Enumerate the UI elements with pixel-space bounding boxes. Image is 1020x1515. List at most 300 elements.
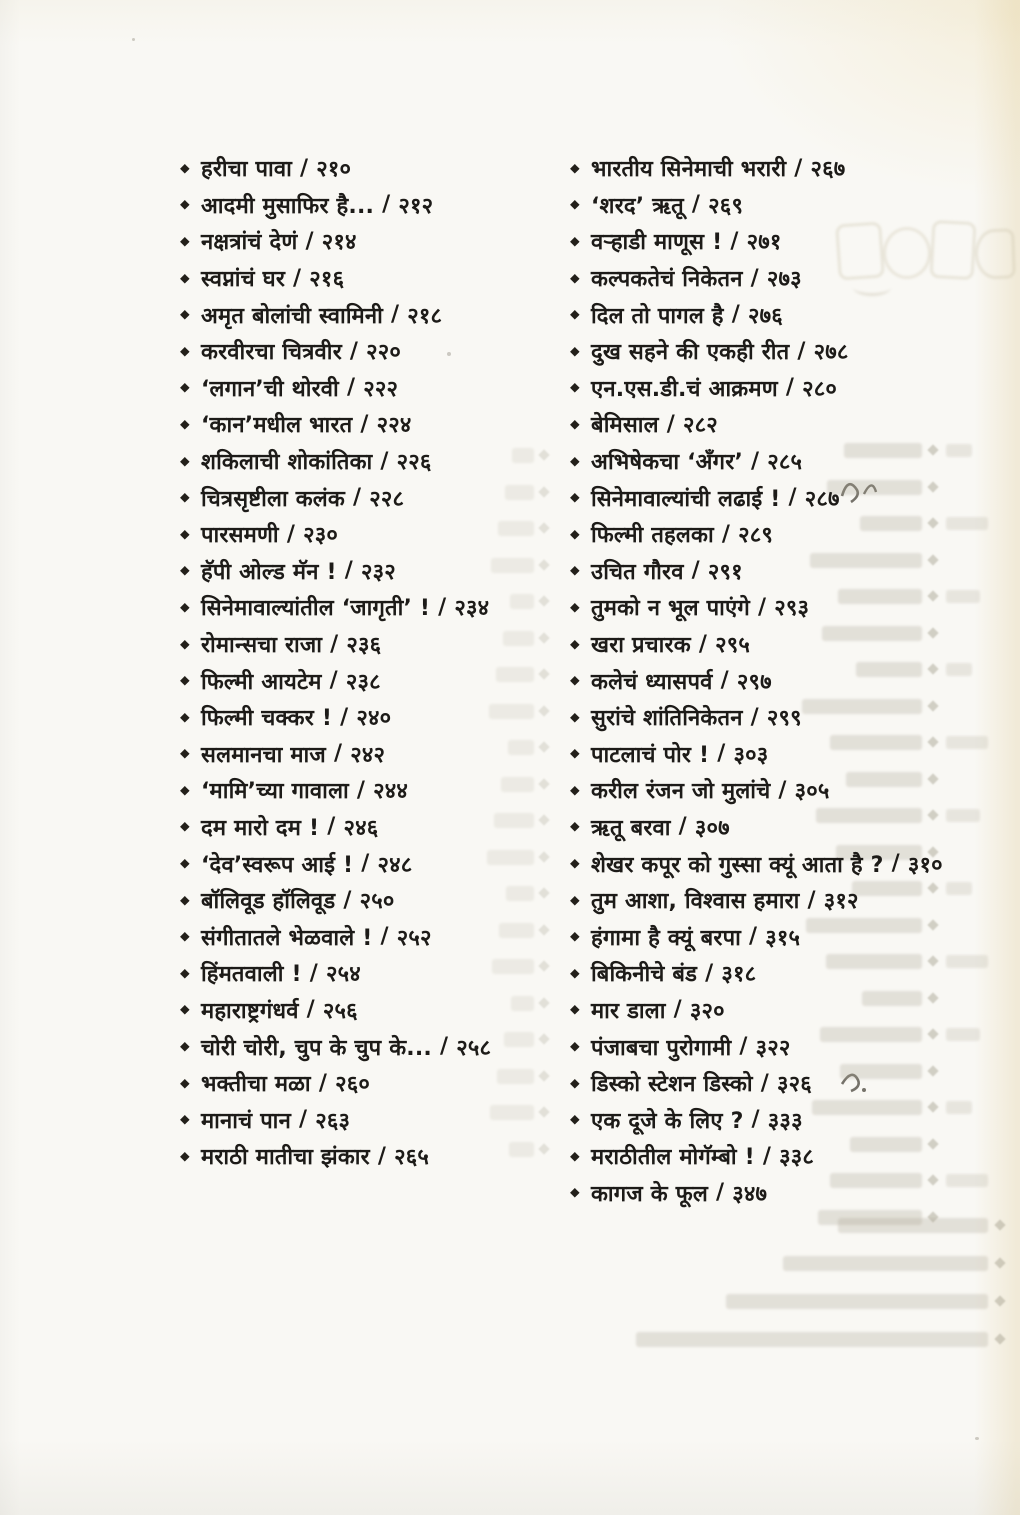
toc-entry (570, 260, 943, 297)
diamond-bullet-icon: ◆ (180, 855, 190, 871)
toc-entry-separator: / (286, 521, 296, 547)
toc-entry-title: सिनेमावाल्यांची लढाई ! (591, 486, 781, 512)
paper-speck (132, 38, 135, 41)
toc-entry-separator: / (751, 448, 760, 474)
toc-entry-separator: / (293, 265, 302, 291)
bleedthrough-line (494, 813, 534, 828)
diamond-bullet-icon: ◆ (570, 1001, 580, 1017)
toc-entry-title: एन.एस.डी.चं आक्रमण (591, 376, 778, 402)
toc-entry (570, 296, 943, 333)
toc-entry-title: कल्पकतेचं निकेतन (591, 267, 743, 293)
toc-entry-title: करील रंजन जो मुलांचे (591, 779, 771, 805)
diamond-bullet-icon: ◆ (180, 452, 190, 468)
bleedthrough-line (496, 667, 534, 682)
toc-entry (570, 1175, 943, 1212)
diamond-bullet-icon: ◆ (570, 855, 580, 871)
toc-entry-title: करवीरचा चित्रवीर (201, 340, 342, 366)
toc-entry-separator: / (343, 887, 352, 913)
diamond-bullet-icon: ◆ (570, 415, 580, 431)
bleedthrough-bullet-mark (538, 559, 549, 570)
toc-entry-separator: / (717, 741, 726, 767)
toc-entry-title: ऋतू बरवा (591, 815, 671, 841)
toc-entry-title: बेमिसाल (591, 413, 659, 439)
toc-entry (180, 882, 491, 919)
toc-entry (180, 260, 491, 297)
diamond-bullet-icon: ◆ (570, 708, 580, 724)
toc-entry-separator: / (785, 375, 795, 401)
bleedthrough-line (504, 1032, 534, 1047)
toc-entry-title: चित्रसृष्टीला कलंक (201, 486, 346, 512)
toc-entry-page: ३०३ (733, 742, 769, 768)
toc-entry-page: ३१८ (721, 962, 757, 988)
toc-entry (180, 187, 491, 224)
toc-entry-separator: / (333, 741, 343, 767)
toc-entry-page: २८० (802, 376, 837, 402)
toc-entry-separator: / (361, 851, 370, 877)
toc-entry-title: चोरी चोरी, चुप के चुप के... (201, 1035, 432, 1061)
toc-entry (180, 918, 491, 955)
toc-entry-title: हॅपी ओल्ड मॅन ! (201, 559, 337, 585)
toc-entry-title: कलेचं ध्यासपर्व (591, 669, 713, 695)
bleedthrough-line (506, 886, 534, 901)
toc-entry-separator: / (346, 375, 356, 401)
toc-entry-title: सिनेमावाल्यांतील ‘जागृती’ ! (201, 596, 431, 622)
toc-entry-page: २६३ (315, 1108, 351, 1134)
bleedthrough-line (838, 1218, 988, 1233)
bleedthrough-page-number-mark (946, 1174, 988, 1187)
toc-entry-page: २९५ (715, 633, 751, 659)
diamond-bullet-icon: ◆ (570, 306, 580, 322)
toc-entry-page: २३२ (360, 559, 396, 585)
toc-entry-page: ३३३ (767, 1108, 803, 1134)
toc-entry-title: पाटलाचं पोर ! (591, 742, 710, 768)
toc-entry-separator: / (360, 411, 369, 437)
toc-entry-page: २१८ (407, 303, 443, 329)
toc-entry-separator: / (730, 228, 739, 254)
diamond-bullet-icon: ◆ (570, 745, 580, 761)
toc-entry-page: २८२ (682, 413, 718, 439)
bleedthrough-bullet-mark (538, 705, 549, 716)
toc-entry (570, 479, 943, 516)
toc-entry-page: ३२२ (755, 1035, 791, 1061)
toc-entry-title: ‘शरद’ ऋतू (591, 193, 684, 219)
toc-entry (180, 333, 491, 370)
diamond-bullet-icon: ◆ (180, 525, 190, 541)
bleedthrough-line (510, 594, 534, 609)
toc-entry (180, 1101, 491, 1138)
toc-entry-title: अभिषेकचा ‘अँगर’ (591, 450, 744, 476)
diamond-bullet-icon: ◆ (570, 928, 580, 944)
toc-entry-title: पारसमणी (201, 523, 279, 549)
bleedthrough-page-number-mark (946, 1028, 980, 1041)
toc-entry-page: २१२ (398, 193, 434, 219)
toc-entry-separator: / (340, 704, 349, 730)
bleedthrough-bullet-mark (538, 522, 549, 533)
toc-entry-separator: / (305, 228, 314, 254)
bleedthrough-line (498, 521, 534, 536)
toc-entry-separator: / (758, 594, 767, 620)
diamond-bullet-icon: ◆ (180, 196, 190, 212)
toc-entry-page: २७८ (813, 340, 849, 366)
toc-entry-separator: / (788, 485, 797, 511)
toc-entry-title: उचित गौरव (591, 559, 684, 585)
toc-entry (180, 406, 491, 443)
toc-entry-title: मराठी मातीचा झंकार (201, 1145, 370, 1171)
toc-entry-separator: / (673, 997, 682, 1023)
toc-entry (180, 479, 491, 516)
toc-entry-page: २६० (335, 1072, 370, 1098)
toc-entry (570, 1028, 943, 1065)
toc-entry-separator: / (678, 814, 687, 840)
toc-entry (180, 223, 491, 260)
bleedthrough-line (489, 704, 534, 719)
bleedthrough-page-number-mark (946, 517, 988, 530)
toc-entry-page: २४८ (377, 852, 413, 878)
diamond-bullet-icon: ◆ (570, 159, 580, 175)
toc-entry (180, 955, 491, 992)
bleedthrough-page-number-mark (946, 1101, 972, 1114)
diamond-bullet-icon: ◆ (570, 781, 580, 797)
toc-entry-separator: / (330, 631, 339, 657)
toc-entry-separator: / (760, 1070, 770, 1096)
bleedthrough-line (636, 1332, 988, 1347)
toc-column-left (180, 150, 491, 1175)
toc-entry (570, 662, 943, 699)
toc-entry-separator: / (797, 338, 806, 364)
toc-entry-title: रोमान्सचा राजा (201, 633, 323, 659)
diamond-bullet-icon: ◆ (180, 672, 190, 688)
diamond-bullet-icon: ◆ (180, 1147, 190, 1163)
toc-entry (570, 992, 943, 1029)
diamond-bullet-icon: ◆ (180, 232, 190, 248)
toc-entry-title: तुमको न भूल पाएंगे (591, 596, 751, 622)
toc-entry-separator: / (750, 704, 759, 730)
toc-entry-title: हिंमतवाली ! (201, 962, 302, 988)
diamond-bullet-icon: ◆ (570, 598, 580, 614)
bleedthrough-bullet-mark (538, 997, 549, 1008)
toc-entry-separator: / (705, 960, 714, 986)
bleedthrough-bullet-mark (538, 924, 549, 935)
diamond-bullet-icon: ◆ (570, 964, 580, 980)
toc-entry (180, 1138, 491, 1175)
bleedthrough-bullet-mark (538, 741, 549, 752)
diamond-bullet-icon: ◆ (570, 891, 580, 907)
toc-entry (570, 845, 943, 882)
toc-entry-separator: / (438, 594, 447, 620)
toc-entry-title: वऱ्हाडी माणूस ! (591, 230, 723, 256)
toc-entry (570, 1138, 943, 1175)
toc-entry-separator: / (891, 851, 900, 877)
bleedthrough-line (818, 1210, 922, 1225)
diamond-bullet-icon: ◆ (570, 562, 580, 578)
toc-entry-page: २३६ (346, 633, 382, 659)
bleedthrough-bullet-mark (994, 1219, 1005, 1230)
diamond-bullet-icon: ◆ (570, 452, 580, 468)
diamond-bullet-icon: ◆ (570, 672, 580, 688)
bleedthrough-line (497, 1069, 534, 1084)
toc-entry-title: पंजाबचा पुरोगामी (591, 1035, 732, 1061)
toc-entry-separator: / (382, 192, 391, 218)
toc-entry-title: नक्षत्रांचं देणं (201, 230, 298, 256)
bleedthrough-line (508, 740, 534, 755)
bleedthrough-line (505, 485, 534, 500)
toc-entry-separator: / (439, 1034, 449, 1060)
diamond-bullet-icon: ◆ (180, 745, 190, 761)
toc-entry-separator: / (721, 521, 731, 547)
toc-entry-page: २२२ (363, 376, 399, 402)
bleedthrough-page-number-mark (946, 444, 972, 457)
toc-entry-separator: / (778, 777, 787, 803)
bleedthrough-page-number-mark (946, 955, 988, 968)
paper-speck (975, 1437, 979, 1440)
bleedthrough-line (509, 1142, 534, 1157)
diamond-bullet-icon: ◆ (570, 1147, 580, 1163)
toc-entry-title: फिल्मी चक्कर ! (201, 706, 333, 732)
toc-entry (180, 1028, 491, 1065)
toc-entry (570, 699, 943, 736)
toc-entry (180, 992, 491, 1029)
toc-entry-separator: / (691, 192, 701, 218)
toc-entry-page: ३२६ (777, 1072, 812, 1098)
toc-entry-page: २८९ (738, 523, 774, 549)
toc-entry-title: मार डाला (591, 998, 666, 1024)
bleedthrough-page-number-mark (946, 809, 980, 822)
toc-entry-title: दम मारो दम ! (201, 815, 320, 841)
toc-entry-separator: / (356, 777, 366, 803)
bleedthrough-bullet-mark (994, 1295, 1005, 1306)
toc-entry (570, 443, 943, 480)
bleedthrough-page-number-mark (946, 590, 980, 603)
bleedthrough-bullet-mark (538, 814, 549, 825)
bleedthrough-line (512, 448, 534, 463)
bleedthrough-bullet-mark (538, 1070, 549, 1081)
toc-entry-title: कागज के फूल (591, 1181, 708, 1207)
diamond-bullet-icon: ◆ (180, 306, 190, 322)
bleedthrough-bullet-mark (538, 1106, 549, 1117)
toc-entry-title: डिस्को स्टेशन डिस्को (591, 1072, 753, 1098)
toc-entry-separator: / (691, 558, 700, 584)
toc-entry (180, 370, 491, 407)
toc-entry-separator: / (329, 668, 338, 694)
bleedthrough-bullet-mark (538, 632, 549, 643)
toc-entry-page: २१६ (309, 267, 345, 293)
bleedthrough-line (501, 777, 534, 792)
diamond-bullet-icon: ◆ (180, 818, 190, 834)
toc-entry-title: बिकिनीचे बंड (591, 962, 698, 988)
toc-entry-title: ‘लगान’ची थोरवी (201, 376, 339, 402)
toc-entry-page: ३३८ (779, 1145, 815, 1171)
toc-entry-page: २६५ (394, 1145, 430, 1171)
bleedthrough-bullet-mark (538, 1033, 549, 1044)
toc-entry-title: ‘कान’मधील भारत (201, 413, 353, 439)
toc-entry-separator: / (377, 1143, 387, 1169)
toc-entry-separator: / (666, 411, 675, 437)
diamond-bullet-icon: ◆ (570, 1038, 580, 1054)
bleedthrough-line (726, 1294, 988, 1309)
toc-entry-page: २७६ (747, 303, 783, 329)
toc-entry-title: दुख सहने की एकही रीत (591, 340, 790, 366)
diamond-bullet-icon: ◆ (180, 891, 190, 907)
bleedthrough-line (783, 1256, 988, 1271)
diamond-bullet-icon: ◆ (180, 598, 190, 614)
toc-entry-page: २६७ (810, 157, 846, 183)
toc-entry-separator: / (380, 924, 389, 950)
diamond-bullet-icon: ◆ (180, 159, 190, 175)
toc-entry-separator: / (762, 1143, 772, 1169)
toc-entry-page: २२८ (369, 486, 405, 512)
toc-entry (180, 1065, 491, 1102)
toc-entry-page: २२० (366, 340, 402, 366)
diamond-bullet-icon: ◆ (570, 635, 580, 651)
bleedthrough-line (490, 1105, 534, 1120)
toc-entry-page: २५२ (396, 925, 432, 951)
toc-entry-page: २५४ (325, 962, 361, 988)
toc-entry-page: २८५ (767, 450, 803, 476)
toc-entry-separator: / (731, 302, 740, 328)
toc-entry-title: दिल तो पागल है (591, 303, 724, 329)
toc-entry-separator: / (751, 1107, 760, 1133)
diamond-bullet-icon: ◆ (570, 525, 580, 541)
bleedthrough-page-number-mark (946, 663, 972, 676)
diamond-bullet-icon: ◆ (570, 1074, 580, 1090)
toc-entry (570, 370, 943, 407)
bleedthrough-page-number-mark (946, 882, 972, 895)
toc-entry (180, 150, 491, 187)
bleedthrough-bullet-mark (538, 960, 549, 971)
toc-entry-page: ३४७ (732, 1181, 768, 1207)
toc-entry-title: हंगामा है क्यूं बरपा (591, 925, 741, 951)
diamond-bullet-icon: ◆ (180, 342, 190, 358)
toc-entry-title: मानाचं पान (201, 1108, 291, 1134)
bleedthrough-bullet-mark (538, 887, 549, 898)
diamond-bullet-icon: ◆ (570, 379, 580, 395)
diamond-bullet-icon: ◆ (180, 708, 190, 724)
toc-entry-page: ३१० (907, 852, 943, 878)
toc-entry (180, 809, 491, 846)
diamond-bullet-icon: ◆ (180, 781, 190, 797)
diamond-bullet-icon: ◆ (570, 232, 580, 248)
toc-entry (570, 516, 943, 553)
toc-entry (180, 772, 491, 809)
toc-entry-separator: / (739, 1034, 748, 1060)
diamond-bullet-icon: ◆ (180, 635, 190, 651)
toc-entry-separator: / (807, 887, 816, 913)
diamond-bullet-icon: ◆ (570, 196, 580, 212)
toc-entry-page: २४६ (343, 815, 379, 841)
toc-entry (570, 918, 943, 955)
diamond-bullet-icon: ◆ (180, 1038, 190, 1054)
toc-entry-page: २३८ (345, 669, 381, 695)
toc-entry-separator: / (318, 1070, 328, 1096)
toc-entry-page: २२६ (396, 450, 432, 476)
bleedthrough-line (511, 996, 534, 1011)
toc-entry-page: २४४ (373, 779, 409, 805)
toc-entry-page: २९३ (774, 596, 810, 622)
toc-entry (180, 845, 491, 882)
toc-entry (570, 553, 943, 590)
diamond-bullet-icon: ◆ (180, 928, 190, 944)
toc-entry-page: २१० (316, 157, 352, 183)
toc-entry-page: ३१२ (823, 889, 859, 915)
toc-entry (570, 150, 943, 187)
toc-entry-title: फिल्मी आयटेम (201, 669, 322, 695)
bleedthrough-bullet-mark (538, 851, 549, 862)
toc-entry-separator: / (299, 1107, 308, 1133)
toc-entry-separator: / (300, 155, 309, 181)
bleedthrough-line (499, 923, 534, 938)
toc-entry (570, 882, 943, 919)
toc-entry-page: २५० (359, 889, 395, 915)
toc-entry (180, 553, 491, 590)
toc-entry (570, 1101, 943, 1138)
diamond-bullet-icon: ◆ (180, 379, 190, 395)
toc-entry-separator: / (344, 558, 353, 584)
toc-entry-separator: / (309, 960, 318, 986)
toc-entry (180, 626, 491, 663)
toc-entry-page: २८७ (804, 486, 840, 512)
toc-entry-title: तुम आशा, विश्वास हमारा (591, 889, 800, 915)
toc-entry-separator: / (349, 338, 359, 364)
bleedthrough-bullet-mark (538, 1143, 549, 1154)
toc-entry-title: भारतीय सिनेमाची भरारी (591, 157, 787, 183)
bleedthrough-bullet-mark (994, 1333, 1005, 1344)
toc-entry-title: सुरांचे शांतिनिकेतन (591, 706, 743, 732)
toc-entry-title: खरा प्रचारक (591, 633, 691, 659)
toc-entry-page: २७१ (746, 230, 782, 256)
bleedthrough-bullet-mark (994, 1257, 1005, 1268)
toc-entry (570, 809, 943, 846)
toc-entry-title: महाराष्ट्रगंधर्व (201, 998, 299, 1024)
toc-entry-title: मराठीतील मोगॅम्बो ! (591, 1145, 755, 1171)
toc-entry-title: ‘देव’स्वरूप आई ! (201, 852, 354, 878)
toc-entry-page: ३१५ (765, 925, 801, 951)
toc-entry-page: ३०७ (694, 815, 730, 841)
toc-entry-page: २९९ (766, 706, 802, 732)
toc-entry-page: २६९ (708, 193, 744, 219)
toc-entry-separator: / (391, 302, 400, 328)
toc-entry (180, 443, 491, 480)
diamond-bullet-icon: ◆ (180, 1001, 190, 1017)
toc-entry (570, 333, 943, 370)
toc-entry-page: २५८ (456, 1035, 492, 1061)
toc-entry-separator: / (698, 631, 708, 657)
bleedthrough-line (492, 959, 534, 974)
diamond-bullet-icon: ◆ (570, 342, 580, 358)
toc-entry-title: शकिलाची शोकांतिका (201, 450, 373, 476)
toc-entry-title: भक्तीचा मळा (201, 1072, 311, 1098)
diamond-bullet-icon: ◆ (180, 1074, 190, 1090)
diamond-bullet-icon: ◆ (180, 415, 190, 431)
toc-entry-title: शेखर कपूर को गुस्सा क्यूं आता है ? (591, 852, 884, 878)
toc-entry-page: २३४ (454, 596, 490, 622)
toc-entry (570, 955, 943, 992)
diamond-bullet-icon: ◆ (180, 964, 190, 980)
toc-entry-page: ३०५ (794, 779, 830, 805)
toc-entry-title: स्वप्नांचं घर (201, 267, 286, 293)
toc-entry (180, 516, 491, 553)
toc-entry-title: एक दूजे के लिए ? (591, 1108, 744, 1134)
toc-entry-page: २७३ (766, 267, 802, 293)
toc-entry-separator: / (748, 924, 758, 950)
toc-entry-title: अमृत बोलांची स्वामिनी (201, 303, 384, 329)
bleedthrough-line (491, 558, 534, 573)
diamond-bullet-icon: ◆ (180, 562, 190, 578)
toc-entry-separator: / (306, 997, 315, 1023)
toc-entry-page: ३२० (689, 998, 725, 1024)
toc-entry-title: ‘मामि’च्या गावाला (201, 779, 349, 805)
toc-column-right (570, 150, 943, 1211)
toc-entry (570, 187, 943, 224)
